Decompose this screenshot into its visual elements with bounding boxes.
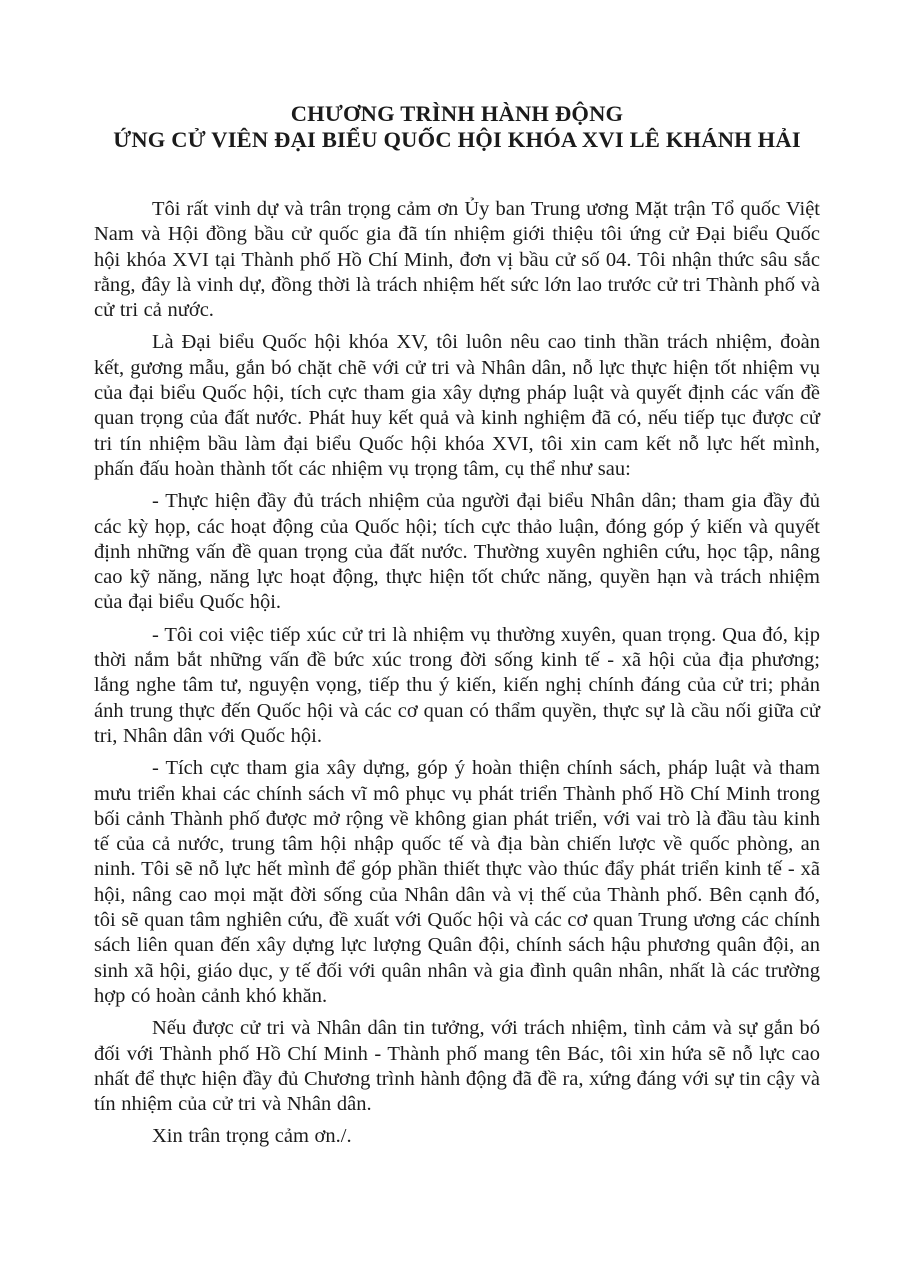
document-title bbox=[94, 101, 820, 153]
title-line-2: ỨNG CỬ VIÊN ĐẠI BIỂU QUỐC HỘI KHÓA XVI LÊ KHÁNH HẢI bbox=[113, 127, 801, 152]
document-body bbox=[94, 197, 820, 1150]
paragraph-task-1: - Thực hiện đầy đủ trách nhiệm của người đại biểu Nhân dân; tham gia đầy đủ các kỳ họp, các hoạt động của Quốc hội; tích cực thảo luận, đóng góp ý kiến và quyết định những vấn đề quan trọng của đất nước. Thường xuyên nghiên cứu, học tập, nâng cao kỹ năng, năng lực hoạt động, thực hiện tốt chức năng, quyền hạn và trách nhiệm của đại biểu Quốc hội. bbox=[94, 490, 820, 614]
closing-salutation: Xin trân trọng cảm ơn./. bbox=[152, 1125, 352, 1148]
paragraph-promise: Nếu được cử tri và Nhân dân tin tưởng, với trách nhiệm, tình cảm và sự gắn bó đối với Thành phố Hồ Chí Minh - Thành phố mang tên Bác, tôi xin hứa sẽ nỗ lực cao nhất để thực hiện đầy đủ Chương trình hành động đã đề ra, xứng đáng với sự tin cậy và tín nhiệm của cử tri và Nhân dân. bbox=[94, 1017, 820, 1116]
paragraph-commitment: Là Đại biểu Quốc hội khóa XV, tôi luôn nêu cao tinh thần trách nhiệm, đoàn kết, gương mẫu, gắn bó chặt chẽ với cử tri và Nhân dân, nỗ lực thực hiện tốt nhiệm vụ của đại biểu Quốc hội, tích cực tham gia xây dựng pháp luật và quyết định các vấn đề quan trọng của đất nước. Phát huy kết quả và kinh nghiệm đã có, nếu tiếp tục được cử tri tín nhiệm bầu làm đại biểu Quốc hội khóa XVI, tôi xin cam kết nỗ lực hết mình, phấn đấu hoàn thành tốt các nhiệm vụ trọng tâm, cụ thể như sau: bbox=[94, 331, 820, 480]
title-line-1: CHƯƠNG TRÌNH HÀNH ĐỘNG bbox=[290, 101, 624, 126]
paragraph-task-2: - Tôi coi việc tiếp xúc cử tri là nhiệm vụ thường xuyên, quan trọng. Qua đó, kịp thời nắm bắt những vấn đề bức xúc trong đời sống kinh tế - xã hội của địa phương; lắng nghe tâm tư, nguyện vọng, tiếp thu ý kiến, kiến nghị chính đáng của cử tri; phản ánh trung thực đến Quốc hội và các cơ quan có thẩm quyền, thực sự là cầu nối giữa cử tri, Nhân dân với Quốc hội. bbox=[94, 623, 820, 747]
paragraph-intro: Tôi rất vinh dự và trân trọng cảm ơn Ủy ban Trung ương Mặt trận Tổ quốc Việt Nam và Hội đồng bầu cử quốc gia đã tín nhiệm giới thiệu tôi ứng cử Đại biểu Quốc hội khóa XVI tại Thành phố Hồ Chí Minh, đơn vị bầu cử số 04. Tôi nhận thức sâu sắc rằng, đây là vinh dự, đồng thời là trách nhiệm hết sức lớn lao trước cử tri Thành phố và cử tri cả nước. bbox=[94, 198, 820, 322]
paragraph-task-3: - Tích cực tham gia xây dựng, góp ý hoàn thiện chính sách, pháp luật và tham mưu triển khai các chính sách vĩ mô phục vụ phát triển Thành phố Hồ Chí Minh trong bối cảnh Thành phố được mở rộng về không gian phát triển, với vai trò là đầu tàu kinh tế của cả nước, trung tâm hội nhập quốc tế và địa bàn chiến lược về quốc phòng, an ninh. Tôi sẽ nỗ lực hết mình để góp phần thiết thực vào thúc đẩy phát triển kinh tế - xã hội, nâng cao mọi mặt đời sống của Nhân dân và vị thế của Thành phố. Bên cạnh đó, tôi sẽ quan tâm nghiên cứu, đề xuất với Quốc hội và các cơ quan Trung ương các chính sách liên quan đến xây dựng lực lượng Quân đội, chính sách hậu phương quân đội, an sinh xã hội, giáo dục, y tế đối với quân nhân và gia đình quân nhân, nhất là các trường hợp có hoàn cảnh khó khăn. bbox=[94, 757, 820, 1007]
